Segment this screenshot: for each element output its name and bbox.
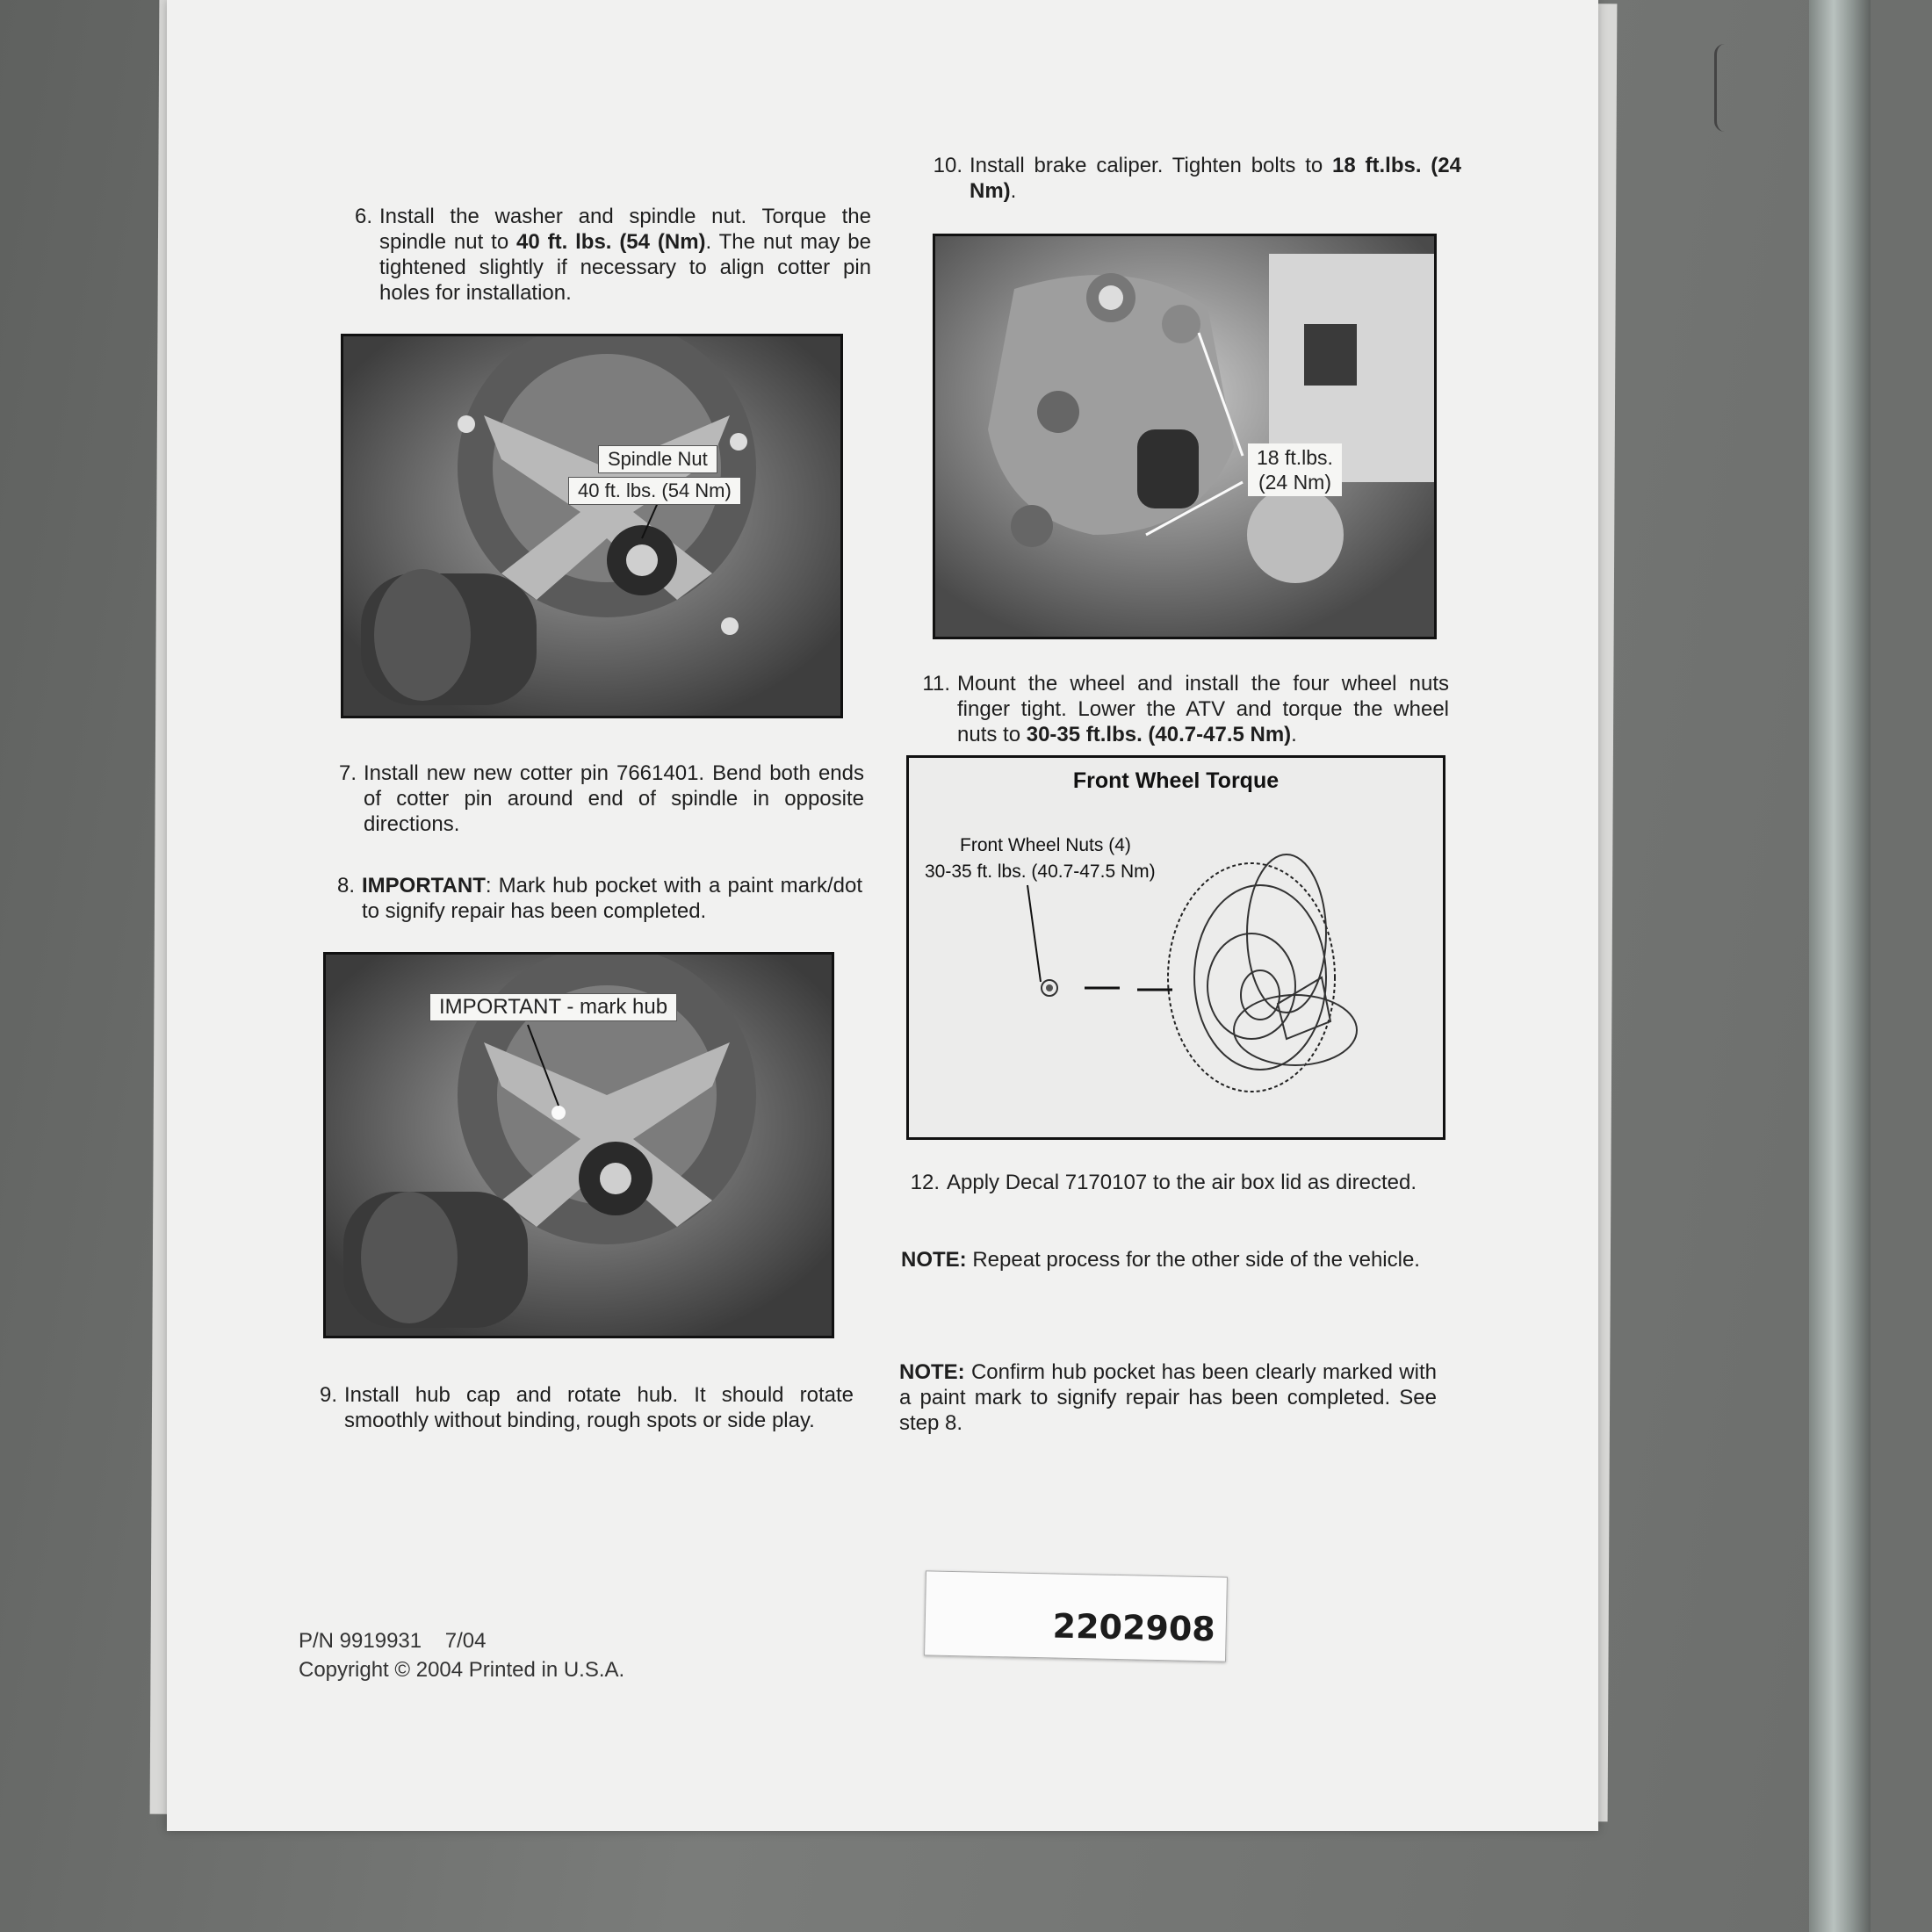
step-number: 7. (338, 761, 357, 785)
note-label: NOTE: (899, 1360, 965, 1384)
step-text: Install new new cotter pin 7661401. Bend both ends of cotter pin around end of spindle in opposite directions. (364, 761, 864, 836)
front-wheel-torque-figure (906, 755, 1445, 1140)
caliper-torque-label (1248, 443, 1342, 496)
step-text: Apply Decal 7170107 to the air box lid as directed. (947, 1171, 1417, 1194)
copyright: Copyright © 2004 Printed in U.S.A. (299, 1658, 625, 1682)
spindle-torque-label: 40 ft. lbs. (54 Nm) (568, 477, 741, 505)
sticker-number: 2202908 (1052, 1606, 1216, 1649)
step-number: 9. (319, 1383, 337, 1407)
step-end: . (1291, 723, 1297, 746)
step-number: 11. (922, 672, 950, 696)
footer (299, 1626, 624, 1684)
step-11 (922, 671, 1449, 747)
step-text: Install brake caliper. Tighten bolts to (970, 154, 1333, 177)
front-wheel-nuts-torque: 30-35 ft. lbs. (40.7-47.5 Nm) (925, 861, 1156, 882)
step-text-2: . The nut may be tightened slightly if necessary to align cotter pin holes for installation. (379, 230, 871, 305)
step-text: Mount the wheel and install the four wheel nuts finger tight. Lower the ATV and torque the wheel nuts to (957, 672, 1449, 746)
step-torque: 40 ft. lbs. (54 (Nm) (516, 230, 706, 254)
step-torque: 18 ft.lbs. (24 Nm) (970, 154, 1461, 203)
step-end: . (1010, 179, 1017, 203)
staple-mark (1714, 44, 1729, 132)
glass-edge-shadow (1871, 0, 1932, 1932)
step-10 (933, 153, 1461, 204)
caliper-torque-line2: (24 Nm) (1258, 471, 1331, 494)
step-6 (354, 204, 871, 306)
step-number: 8. (336, 874, 355, 898)
step-7 (338, 761, 864, 837)
step-important: IMPORTANT (362, 874, 486, 898)
step-text: Install hub cap and rotate hub. It should rotate smoothly without binding, rough spots or side play. (344, 1383, 854, 1432)
spindle-nut-photo (341, 334, 843, 718)
caliper-torque-line1: 18 ft.lbs. (1257, 446, 1333, 469)
brake-caliper-photo (933, 234, 1437, 639)
serial-sticker (924, 1570, 1228, 1662)
note-confirm (899, 1359, 1437, 1436)
figure-title: Front Wheel Torque (1072, 768, 1280, 793)
spindle-nut-label: Spindle Nut (598, 445, 717, 473)
step-torque: 30-35 ft.lbs. (40.7-47.5 Nm) (1026, 723, 1292, 746)
step-text: : Mark hub pocket with a paint mark/dot to signify repair has been completed. (362, 874, 862, 923)
note-repeat (901, 1247, 1438, 1272)
front-wheel-nuts-label: Front Wheel Nuts (4) (960, 835, 1131, 855)
step-number: 6. (354, 205, 372, 228)
step-12 (910, 1170, 1438, 1195)
note-text: Confirm hub pocket has been clearly marked with a paint mark to signify repair has been completed. See step 8. (899, 1360, 1437, 1435)
step-number: 12. (910, 1171, 940, 1194)
note-text: Repeat process for the other side of the vehicle. (966, 1248, 1420, 1272)
glass-edge (1809, 0, 1871, 1932)
important-mark-hub-label: IMPORTANT - mark hub (429, 993, 677, 1021)
step-9 (319, 1382, 854, 1433)
step-number: 10. (933, 154, 962, 177)
step-8 (336, 873, 862, 924)
mark-hub-photo (323, 952, 834, 1338)
step-text: Install the washer and spindle nut. Torque the spindle nut to (379, 205, 871, 254)
note-label: NOTE: (901, 1248, 967, 1272)
part-number: P/N 9919931 7/04 (299, 1629, 487, 1653)
instruction-sheet (167, 0, 1598, 1831)
